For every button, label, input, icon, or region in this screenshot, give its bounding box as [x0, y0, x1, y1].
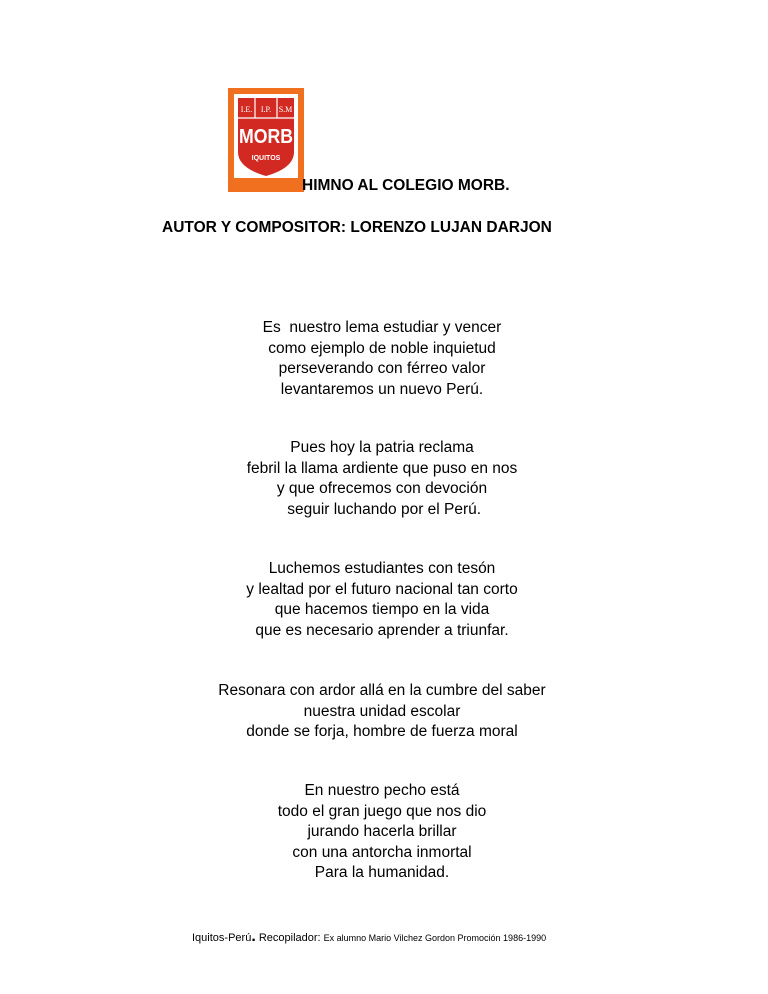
- stanza-line: perseverando con férreo valor: [278, 360, 486, 377]
- logo-text-iquitos: IQUITOS: [251, 155, 281, 162]
- stanza-line: Luchemos estudiantes con tesón: [268, 560, 496, 577]
- stanza-3: [0, 559, 766, 641]
- stanza-line: levantaremos un nuevo Perú.: [280, 380, 484, 398]
- logo-text-ie: I.E.: [240, 105, 253, 114]
- logo-text-ip: I.P.: [260, 105, 272, 114]
- document-author: AUTOR Y COMPOSITOR: LORENZO LUJAN DARJON: [162, 219, 552, 236]
- document-title: HIMNO AL COLEGIO MORB.: [302, 177, 510, 194]
- stanza-line: Pues hoy la patria reclama: [290, 439, 474, 456]
- stanza-line: con una antorcha inmortal: [292, 843, 472, 861]
- stanza-line: Resonara con ardor allá en la cumbre del saber: [218, 682, 546, 699]
- stanza-line: que hacemos tiempo en la vida: [274, 601, 490, 618]
- stanza-line: En nuestro pecho está: [304, 782, 460, 799]
- stanza-line: que es necesario aprender a triunfar.: [255, 621, 509, 639]
- footer-label: Recopilador:: [255, 932, 324, 944]
- stanza-line: y lealtad por el futuro nacional tan corto: [246, 580, 518, 598]
- stanza-1: [0, 318, 766, 400]
- stanza-line: Es nuestro lema estudiar y vencer: [262, 319, 502, 336]
- stanza-line: todo el gran juego que nos dio: [277, 802, 487, 820]
- logo-text-sm: S.M: [278, 105, 293, 114]
- stanza-line: y que ofrecemos con devoción: [276, 480, 488, 497]
- footer-dot: .: [251, 928, 256, 945]
- footer-credit: Ex alumno Mario Vilchez Gordon Promoción 1986-1990: [323, 933, 547, 943]
- footer: [192, 928, 546, 946]
- stanza-line: jurando hacerla brillar: [307, 823, 457, 840]
- stanza-line: seguir luchando por el Perú.: [282, 500, 482, 518]
- stanza-line: como ejemplo de noble inquietud: [268, 339, 496, 357]
- stanza-4: [0, 681, 766, 743]
- logo-text-morb: MORB: [239, 126, 293, 148]
- stanza-line: febril la llama ardiente que puso en nos: [246, 459, 518, 477]
- stanza-line: Para la humanidad.: [314, 864, 450, 881]
- stanza-line: nuestra unidad escolar: [303, 702, 461, 720]
- stanza-2: [0, 438, 766, 520]
- stanza-line: donde se forja, hombre de fuerza moral: [246, 723, 518, 740]
- school-logo: [228, 88, 304, 192]
- stanza-5: [0, 781, 766, 884]
- footer-place: Iquitos-Perú: [192, 932, 252, 944]
